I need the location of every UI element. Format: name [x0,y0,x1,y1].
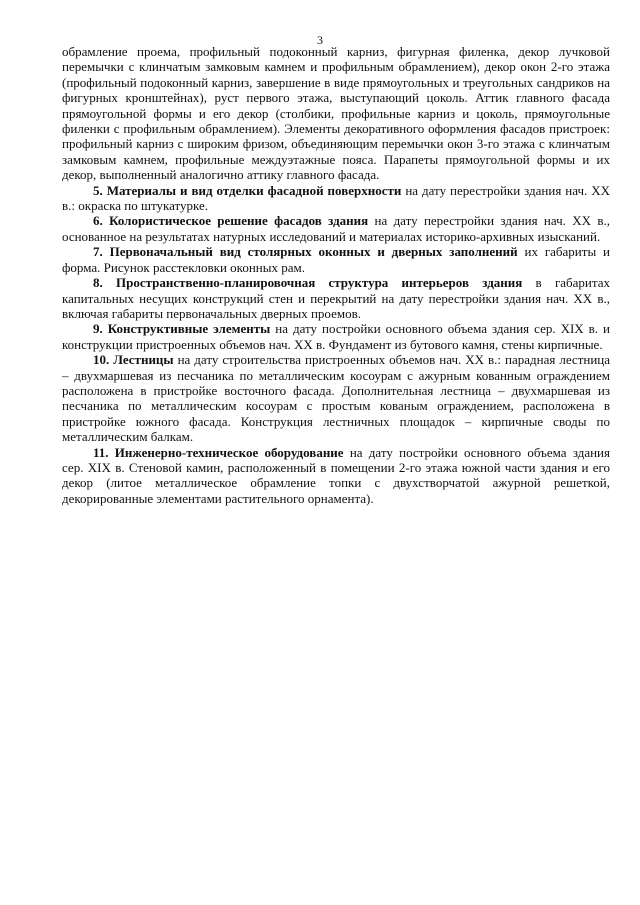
item-7 [62,244,610,275]
item-text: на дату перестройки здания нач. XX в., основанное на результатах натурных исследований и материалах историко-архивных изысканий. [62,213,610,244]
item-10 [62,352,610,444]
item-text: их габариты и форма. Рисунок расстекловки оконных рам. [62,244,610,275]
item-heading: Инженерно-техническое оборудование [114,444,344,460]
item-heading: Лестницы [113,352,174,368]
item-number: 7. [93,244,103,260]
item-11 [62,445,610,507]
document-body [62,44,610,506]
item-number: 5. [93,182,103,198]
item-heading: Колористическое решение фасадов здания [109,213,369,229]
item-number: 11. [93,444,109,460]
item-6 [62,213,610,244]
item-number: 10. [93,352,110,368]
item-number: 8. [93,275,103,291]
item-text: на дату постройки основного объема здания сер. XIX в. и конструкции пристроенных объемов нач. XX в. Фундамент из бутового камня, стены кирпичные. [62,321,611,352]
page-number: 3 [317,33,323,47]
item-text: в габаритах капитальных несущих конструкций стен и перекрытий на дату перестройки здания нач. XX в., включая габариты первоначальных дверных проемов. [62,275,610,321]
item-number: 6. [93,213,103,229]
item-text: на дату постройки основного объема здания сер. XIX в. Стеновой камин, расположенный в помещении 2-го этажа южной части здания и его декор (литое металлическое обрамление топки с двухстворчатой ажурной решеткой, декорированные элементами растительного орнамента). [62,444,610,506]
item-heading: Материалы и вид отделки фасадной поверхности [106,182,402,198]
item-5 [62,183,610,214]
item-9 [62,321,610,352]
item-heading: Пространственно-планировочная структура интерьеров здания [116,275,523,291]
item-number: 9. [93,321,103,337]
item-heading: Конструктивные элементы [107,321,271,337]
item-heading: Первоначальный вид столярных оконных и дверных заполнений [109,244,518,260]
intro-paragraph: обрамление проема, профильный подоконный карниз, фигурная филенка, декор лучковой перемычки с клинчатым замковым камнем и профильным обрамлением), декор окон 2-го этажа (профильный подоконный карниз, завершение в виде прямоугольных и треугольных сандриков на фигурных кронштейнах), руст первого этажа, выступающий цоколь. Аттик главного фасада прямоугольной формы и его декор (столбики, профильные карниз и цоколь, прямоугольные филенки с профильным обрамлением). Элементы декоративного оформления фасадов пристроек: профильный карниз с широким фризом, объединяющим перемычки окон 3-го этажа с клинчатым замковым камнем, профильные междуэтажные пояса. Парапеты прямоугольной формы и их декор, выполненный аналогично аттику главного фасада. [62,44,610,183]
item-8 [62,275,610,321]
item-text: на дату перестройки здания нач. XX в.: окраска по штукатурке. [62,182,610,214]
item-text: на дату строительства пристроенных объемов нач. XX в.: парадная лестница – двухмаршевая из песчаника по металлическим косоурам с ажурным кованным ограждением расположена в пристройке восточного фасада. Дополнительная лестница – двухмаршевая из песчаника по металлическим косоурам с простым кованым ограждением, расположена в пристройке южного фасада. Конструкция лестничных площадок – кирпичные своды по металлическим балкам. [62,352,611,445]
